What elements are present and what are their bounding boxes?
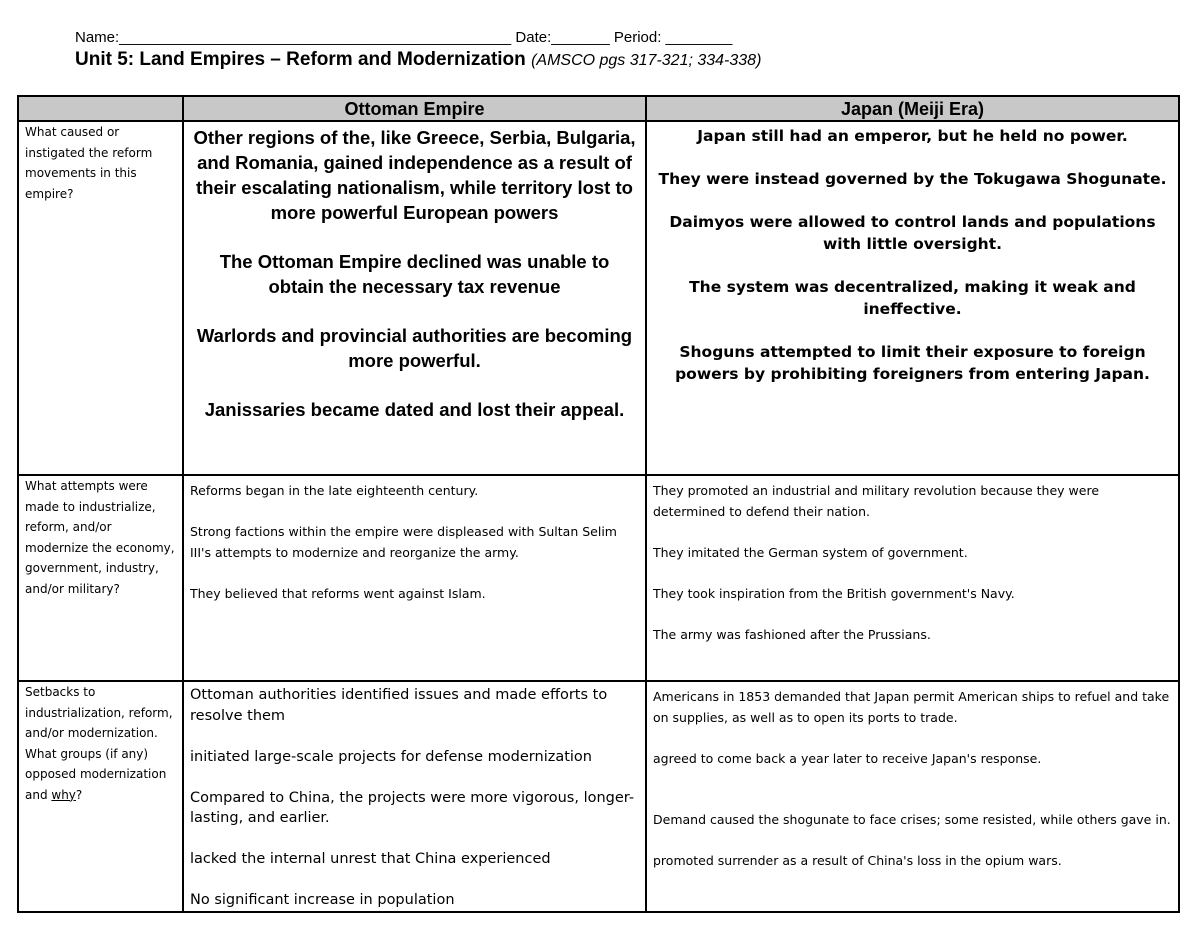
answer-paragraph: Janissaries became dated and lost their appeal. <box>204 399 625 420</box>
comparison-table <box>17 95 1180 913</box>
answer-paragraph: Daimyos were allowed to control lands and populations with little oversight. <box>669 213 1156 253</box>
question-suffix: ? <box>75 787 83 802</box>
answer-paragraph: Strong factions within the empire were displeased with Sultan Selim III's attempts to modernize and reorganize the army. <box>190 524 617 560</box>
answer-paragraph: They took inspiration from the British government's Navy. <box>653 585 1015 601</box>
answer-paragraph: The army was fashioned after the Prussians. <box>653 626 931 642</box>
answer-paragraph: Other regions of the, like Greece, Serbia, Bulgaria, and Romania, gained independence as a result of their escalating nationalism, while territory lost to more powerful European powers <box>193 127 636 223</box>
table-row <box>18 681 1179 912</box>
answer-paragraph: Reforms began in the late eighteenth century. <box>190 483 479 498</box>
question-text: Setbacks to industrialization, reform, and/or modernization. What groups (if any) opposed modernization and <box>25 685 173 802</box>
worksheet-title-line <box>75 49 761 71</box>
answer-paragraph: Warlords and provincial authorities are becoming more powerful. <box>196 325 633 371</box>
answer-paragraph: Shoguns attempted to limit their exposure to foreign powers by prohibiting foreigners from entering Japan. <box>675 343 1150 383</box>
answer-paragraph: They were instead governed by the Tokugawa Shogunate. <box>658 170 1167 188</box>
answer-paragraph: They imitated the German system of government. <box>653 544 968 560</box>
question-cell: What attempts were made to industrialize, reform, and/or modernize the economy, government, industry, and/or military? <box>18 475 183 681</box>
japan-answer-cell <box>646 121 1179 475</box>
table-row <box>18 475 1179 681</box>
answer-paragraph: They promoted an industrial and military revolution because they were determined to defend their nation. <box>653 483 1100 519</box>
worksheet-title: Unit 5: Land Empires – Reform and Modernization <box>75 49 526 70</box>
question-underlined-word: why <box>51 787 76 802</box>
answer-paragraph: No significant increase in population <box>190 892 455 908</box>
ottoman-answer-cell <box>183 681 646 912</box>
answer-paragraph: agreed to come back a year later to receive Japan's response. <box>653 750 1042 766</box>
answer-paragraph: Demand caused the shogunate to face crises; some resisted, while others gave in. <box>653 812 1171 827</box>
answer-paragraph: Compared to China, the projects were more vigorous, longer-lasting, and earlier. <box>190 789 635 826</box>
answer-paragraph: lacked the internal unrest that China experienced <box>190 851 551 867</box>
answer-paragraph: initiated large-scale projects for defense modernization <box>190 748 592 765</box>
question-cell: What caused or instigated the reform movements in this empire? <box>18 121 183 475</box>
answer-paragraph: Japan still had an emperor, but he held no power. <box>697 127 1128 145</box>
ottoman-answer-cell <box>183 121 646 475</box>
header-cell-ottoman: Ottoman Empire <box>183 96 646 121</box>
japan-answer-cell <box>646 681 1179 912</box>
table-header-row <box>18 96 1179 121</box>
question-cell <box>18 681 183 912</box>
header-cell-blank <box>18 96 183 121</box>
answer-paragraph: The system was decentralized, making it weak and ineffective. <box>689 278 1136 318</box>
japan-answer-cell <box>646 475 1179 681</box>
ottoman-answer-cell <box>183 475 646 681</box>
answer-paragraph: Ottoman authorities identified issues and made efforts to resolve them <box>190 687 608 724</box>
answer-paragraph: The Ottoman Empire declined was unable to obtain the necessary tax revenue <box>219 251 610 297</box>
table-row <box>18 121 1179 475</box>
answer-paragraph: They believed that reforms went against Islam. <box>190 585 486 601</box>
name-date-period-line: Name:_______________________________________________ Date:_______ Period: ________ <box>75 29 733 46</box>
answer-paragraph: Americans in 1853 demanded that Japan permit American ships to refuel and take on supplies, as well as to open its ports to trade. <box>653 689 1170 725</box>
header-cell-japan: Japan (Meiji Era) <box>646 96 1179 121</box>
textbook-reference: (AMSCO pgs 317-321; 334-338) <box>531 52 762 69</box>
answer-paragraph: promoted surrender as a result of China's loss in the opium wars. <box>653 853 1062 868</box>
